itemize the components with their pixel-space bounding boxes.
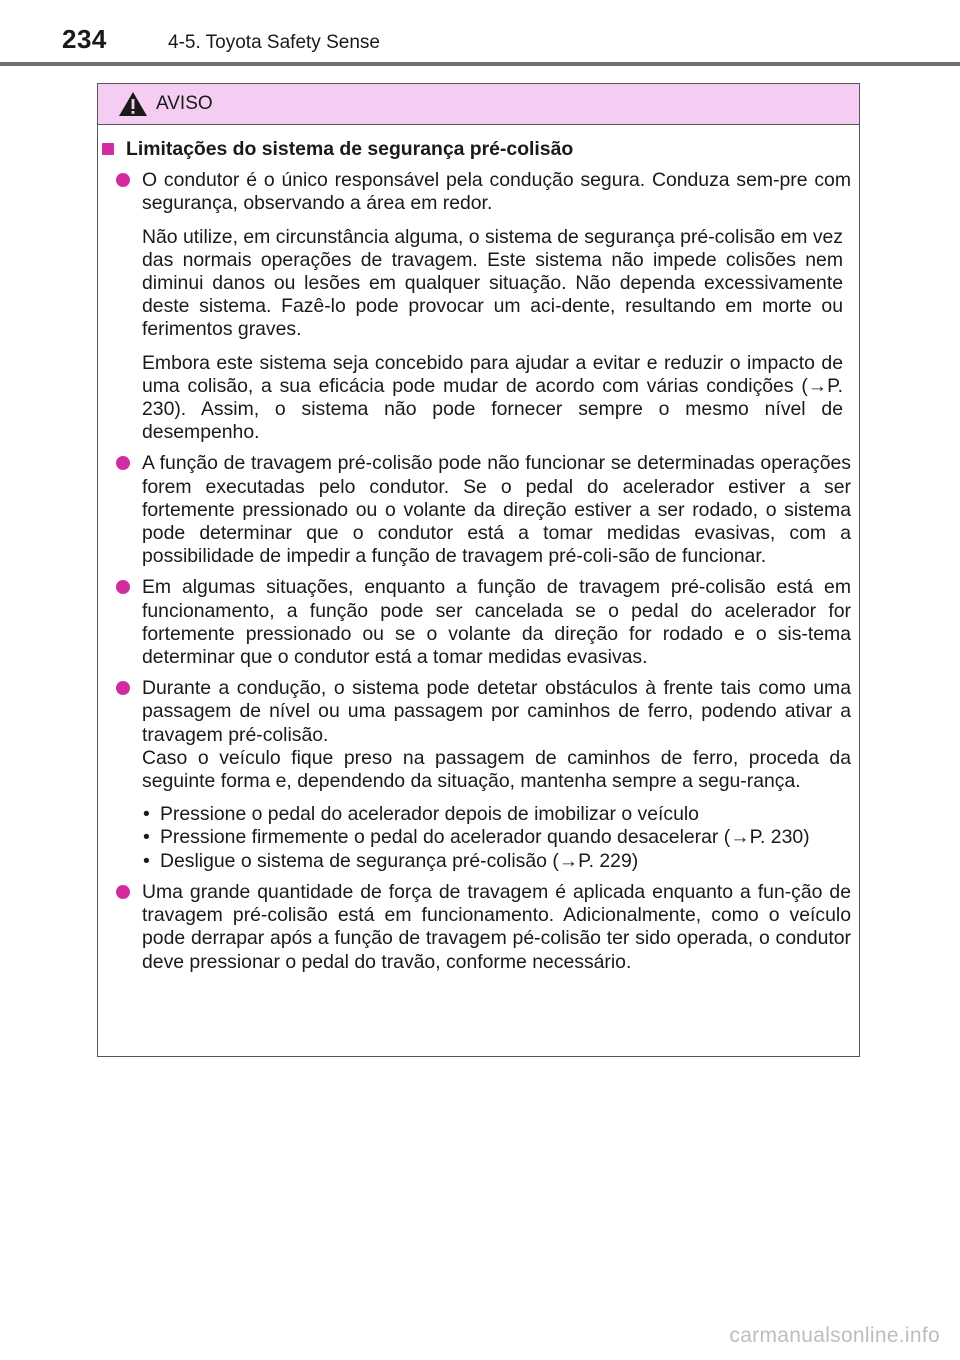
sub-list-item-text: Desligue o sistema de segurança pré-colisão (→P. 229) bbox=[160, 849, 639, 872]
warning-triangle-icon bbox=[118, 91, 148, 117]
circle-bullet-icon bbox=[116, 681, 130, 695]
section-title: 4-5. Toyota Safety Sense bbox=[168, 32, 380, 53]
sub-list-item-text: Pressione o pedal do acelerador depois de imobilizar o veículo bbox=[160, 803, 699, 826]
bullet-dot-icon: • bbox=[143, 826, 150, 849]
list-item bbox=[98, 576, 859, 669]
list-item bbox=[98, 169, 859, 215]
paragraph: Não utilize, em circunstância alguma, o sistema de segurança pré-colisão em vez das normais operações de travagem. Este sistema não impede colisões nem diminui danos ou lesões em qualquer situação. Não dependa excessivamente deste sistema. Fazê-lo pode provocar um aci-dente, resultando em morte ou ferimentos graves. bbox=[142, 225, 843, 341]
list-item bbox=[98, 452, 859, 568]
list-item bbox=[98, 677, 859, 793]
warning-content bbox=[98, 138, 859, 974]
sub-list-item bbox=[142, 803, 851, 826]
warning-heading-text: Limitações do sistema de segurança pré-colisão bbox=[126, 138, 574, 160]
paragraph: Embora este sistema seja concebido para ajudar a evitar e reduzir o impacto de uma colisão, a sua eficácia pode mudar de acordo com várias condições (→P. 230). Assim, o sistema não pode fornecer sempre o mesmo nível de desempenho. bbox=[142, 351, 843, 444]
list-item-text: Uma grande quantidade de força de travagem é aplicada enquanto a fun-ção de travagem pré-colisão está em funcionamento. Adicionalmente, como o veículo pode derrapar após a função de travagem pé-colisão ter sido operada, o condutor deve pressionar o pedal do travão, conforme necessário. bbox=[142, 880, 851, 973]
square-bullet-icon bbox=[102, 143, 114, 155]
warning-heading bbox=[102, 138, 859, 161]
circle-bullet-icon bbox=[116, 173, 130, 187]
bullet-dot-icon: • bbox=[143, 803, 150, 826]
page-header bbox=[0, 0, 960, 64]
watermark-logo: carmanualsonline.info bbox=[729, 1324, 940, 1347]
warning-box bbox=[97, 83, 860, 1057]
page-number: 234 bbox=[62, 24, 107, 54]
circle-bullet-icon bbox=[116, 456, 130, 470]
circle-bullet-icon bbox=[116, 885, 130, 899]
list-item-text: Durante a condução, o sistema pode detetar obstáculos à frente tais como uma passagem de nível ou uma passagem por caminhos de ferro, podendo ativar a travagem pré-colisão. bbox=[142, 677, 851, 746]
list-item-text: A função de travagem pré-colisão pode não funcionar se determinadas operações forem executadas pelo condutor. Se o pedal do acelerador estiver a ser fortemente pressionado ou o volante da direção estiver a ser rodado, o sistema pode determinar que o condutor está a tomar medidas evasivas, com a possibilidade de impedir a função de travagem pré-coli-são de funcionar. bbox=[142, 452, 851, 568]
list-item bbox=[98, 881, 859, 974]
sub-list-item-text: Pressione firmemente o pedal do acelerador quando desacelerar (→P. 230) bbox=[160, 826, 810, 849]
list-item-text: Caso o veículo fique preso na passagem de caminhos de ferro, proceda da seguinte forma e, dependendo da situação, mantenha sempre a segu-rança. bbox=[142, 746, 851, 793]
circle-bullet-icon bbox=[116, 580, 130, 594]
sub-list-item bbox=[142, 850, 851, 873]
bullet-dot-icon: • bbox=[143, 849, 150, 872]
list-item-text: Em algumas situações, enquanto a função de travagem pré-colisão está em funcionamento, a função pode ser cancelada se o pedal do acelerador for fortemente pressionado ou se o volante da direção for rodado e o sis-tema determinar que o condutor está a tomar medidas evasivas. bbox=[142, 576, 851, 669]
warning-header bbox=[98, 84, 859, 125]
warning-label: AVISO bbox=[156, 93, 213, 114]
sub-list-item bbox=[142, 826, 851, 849]
list-item-text: O condutor é o único responsável pela condução segura. Conduza sem-pre com segurança, observando a área em redor. bbox=[142, 169, 851, 215]
sub-list bbox=[142, 803, 851, 873]
header-divider bbox=[0, 62, 960, 66]
